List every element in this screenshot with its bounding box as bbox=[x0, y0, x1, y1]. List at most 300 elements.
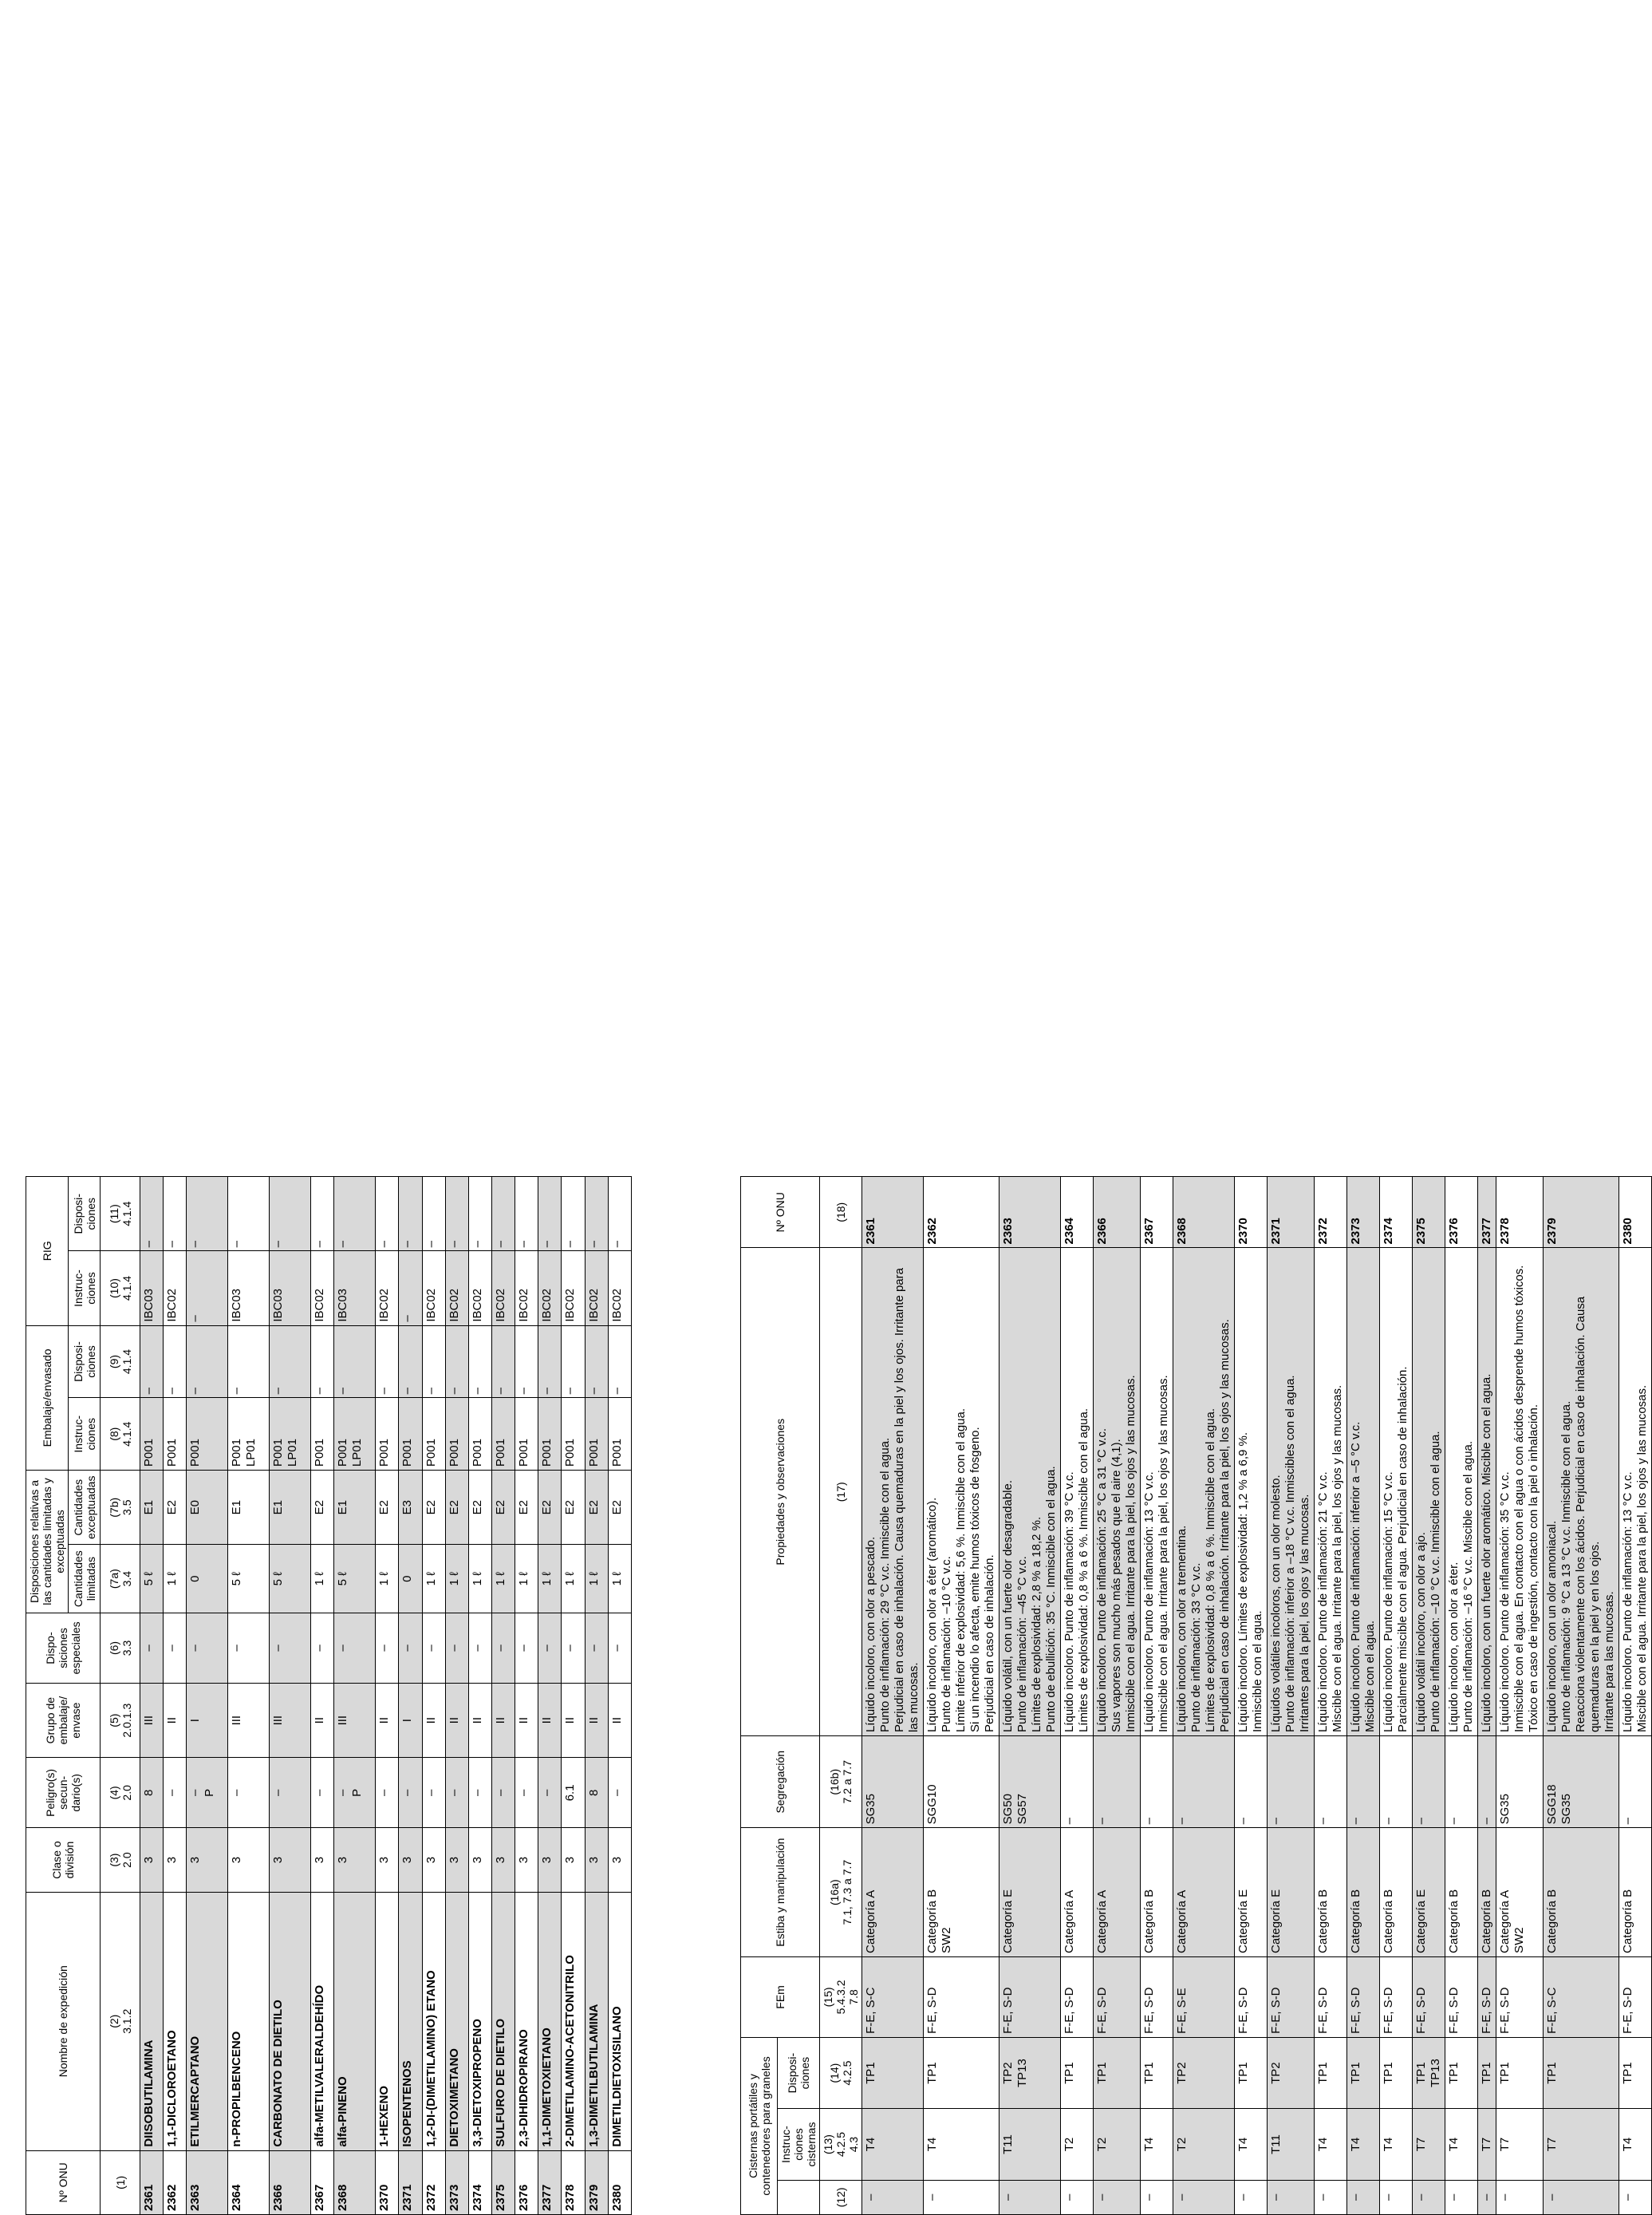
ibc-provision: – bbox=[538, 1177, 562, 1251]
packing-group: II bbox=[562, 1684, 585, 1758]
onu-number: 2362 bbox=[164, 2150, 187, 2214]
limited-quantity: 1 ℓ bbox=[608, 1545, 631, 1613]
ibc-instruction: IBC02 bbox=[608, 1251, 631, 1325]
packing-provision: – bbox=[228, 1325, 270, 1398]
tank-col-12: – bbox=[1380, 2180, 1413, 2214]
table-row bbox=[1478, 1177, 1496, 2215]
tank-col-12: – bbox=[1268, 2180, 1315, 2214]
special-provisions: – bbox=[228, 1613, 270, 1683]
excepted-quantity: E0 bbox=[187, 1471, 228, 1545]
onu-number: 2374 bbox=[468, 2150, 491, 2214]
segregation: – bbox=[1268, 1736, 1315, 1828]
subsidiary-hazard: – bbox=[399, 1758, 422, 1828]
packing-provision: – bbox=[376, 1325, 399, 1398]
shipping-name: 2-DIMETILAMINO-ACETONITRILO bbox=[562, 1892, 585, 2150]
packing-instruction: P001 bbox=[140, 1398, 164, 1471]
tank-instruction: T4 bbox=[924, 2109, 999, 2180]
subsidiary-hazard: 6.1 bbox=[562, 1758, 585, 1828]
onu-number: 2367 bbox=[311, 2150, 334, 2214]
limited-quantity: 5 ℓ bbox=[270, 1545, 311, 1613]
ibc-instruction: IBC02 bbox=[515, 1251, 538, 1325]
ibc-provision: – bbox=[270, 1177, 311, 1251]
table-row bbox=[1094, 1177, 1141, 2215]
class-division: 3 bbox=[585, 1828, 608, 1892]
table-row bbox=[1347, 1177, 1380, 2215]
shipping-name: alfa-METILVALERALDEHÍDO bbox=[311, 1892, 334, 2150]
dangerous-goods-list-part-2 bbox=[740, 1176, 1652, 2215]
stowage-handling: Categoría E bbox=[1413, 1828, 1445, 1957]
table-row bbox=[1413, 1177, 1445, 2215]
onu-number: 2379 bbox=[1544, 1177, 1619, 1248]
tank-provision: TP1 bbox=[1619, 2037, 1652, 2108]
table-row bbox=[1141, 1177, 1173, 2215]
excepted-quantity: E2 bbox=[562, 1471, 585, 1545]
packing-instruction: P001 bbox=[585, 1398, 608, 1471]
segregation: SGG18 SG35 bbox=[1544, 1736, 1619, 1828]
properties-observations: Líquido volátil, con un fuerte olor desagradable. Punto de inflamación: –45 °C v.c. Límites de explosividad: 2,8 % a 18,2 %. Punto de ebullición: 35 °C. Inmiscible con el agua. bbox=[999, 1248, 1061, 1736]
stowage-handling: Categoría A bbox=[1094, 1828, 1141, 1957]
column-number: (3) 2.0 bbox=[101, 1828, 140, 1892]
onu-number: 2364 bbox=[228, 2150, 270, 2214]
special-provisions: – bbox=[608, 1613, 631, 1683]
onu-number: 2379 bbox=[585, 2150, 608, 2214]
table-row bbox=[608, 1177, 631, 2215]
limited-quantity: 0 bbox=[187, 1545, 228, 1613]
table-row bbox=[1173, 1177, 1235, 2215]
ibc-provision: – bbox=[334, 1177, 376, 1251]
stowage-handling: Categoría B bbox=[1619, 1828, 1652, 1957]
header-onu: Nº ONU bbox=[26, 2150, 101, 2214]
packing-group: II bbox=[491, 1684, 515, 1758]
header-propiedades: Propiedades y observaciones bbox=[741, 1248, 820, 1736]
header-blank bbox=[778, 2180, 820, 2214]
column-number: (12) bbox=[820, 2180, 862, 2214]
ibc-instruction: IBC02 bbox=[491, 1251, 515, 1325]
packing-provision: – bbox=[515, 1325, 538, 1398]
special-provisions: – bbox=[468, 1613, 491, 1683]
table-row bbox=[538, 1177, 562, 2215]
subsidiary-hazard: – bbox=[608, 1758, 631, 1828]
table-row bbox=[562, 1177, 585, 2215]
tank-col-12: – bbox=[1445, 2180, 1478, 2214]
ibc-provision: – bbox=[468, 1177, 491, 1251]
tank-provision: TP1 bbox=[862, 2037, 924, 2108]
ems: F-E, S-D bbox=[1061, 1956, 1094, 2037]
class-division: 3 bbox=[515, 1828, 538, 1892]
segregation: – bbox=[1445, 1736, 1478, 1828]
class-division: 3 bbox=[311, 1828, 334, 1892]
class-division: 3 bbox=[562, 1828, 585, 1892]
header-disp-esp: Dispo-siciones especiales bbox=[26, 1613, 101, 1683]
column-number: (18) bbox=[820, 1177, 862, 1248]
limited-quantity: 5 ℓ bbox=[334, 1545, 376, 1613]
packing-provision: – bbox=[187, 1325, 228, 1398]
column-number: (9) 4.1.4 bbox=[101, 1325, 140, 1398]
packing-instruction: P001 LP01 bbox=[228, 1398, 270, 1471]
packing-group: II bbox=[445, 1684, 468, 1758]
header-cant-exc: Cantidades exceptuadas bbox=[69, 1471, 101, 1545]
limited-quantity: 1 ℓ bbox=[422, 1545, 445, 1613]
stowage-handling: Categoría B bbox=[1347, 1828, 1380, 1957]
segregation: – bbox=[1478, 1736, 1496, 1828]
stowage-handling: Categoría A SW2 bbox=[1496, 1828, 1544, 1957]
column-number: (11) 4.1.4 bbox=[101, 1177, 140, 1251]
tank-instruction: T2 bbox=[1061, 2109, 1094, 2180]
ibc-instruction: IBC02 bbox=[468, 1251, 491, 1325]
subsidiary-hazard: – bbox=[376, 1758, 399, 1828]
properties-observations: Líquido incoloro. Punto de inflamación: 21 °C v.c. Miscible con el agua. Irritante para la piel, los ojos y las mucosas. bbox=[1315, 1248, 1347, 1736]
tank-instruction: T7 bbox=[1478, 2109, 1496, 2180]
properties-observations: Líquido incoloro. Límites de explosividad: 1,2 % a 6,9 %. Inmiscible con el agua. bbox=[1235, 1248, 1268, 1736]
packing-group: I bbox=[399, 1684, 422, 1758]
packing-provision: – bbox=[445, 1325, 468, 1398]
packing-instruction: P001 bbox=[515, 1398, 538, 1471]
properties-observations: Líquido incoloro. Punto de inflamación: 13 °C v.c. Miscible con el agua. Irritante para la piel, los ojos y las mucosas. bbox=[1619, 1248, 1652, 1736]
onu-number: 2375 bbox=[1413, 1177, 1445, 1248]
table-row bbox=[468, 1177, 491, 2215]
table-row bbox=[187, 1177, 228, 2215]
ems: F-E, S-D bbox=[924, 1956, 999, 2037]
header-peligro: Peligro(s) secun-dario(s) bbox=[26, 1758, 101, 1828]
column-number: (7a) 3.4 bbox=[101, 1545, 140, 1613]
ibc-provision: – bbox=[187, 1177, 228, 1251]
table-row bbox=[515, 1177, 538, 2215]
onu-number: 2370 bbox=[1235, 1177, 1268, 1248]
column-number: (16b) 7.2 a 7.7 bbox=[820, 1736, 862, 1828]
class-division: 3 bbox=[468, 1828, 491, 1892]
onu-number: 2380 bbox=[608, 2150, 631, 2214]
column-number: (5) 2.0.1.3 bbox=[101, 1684, 140, 1758]
tank-instruction: T4 bbox=[1445, 2109, 1478, 2180]
tank-instruction: T7 bbox=[1544, 2109, 1619, 2180]
properties-observations: Líquidos volátiles incoloros, con un olor molesto. Punto de inflamación: inferior a –18 °C v.c. Inmiscibles con el agua. Irritantes para la piel, los ojos y las mucosas. bbox=[1268, 1248, 1315, 1736]
packing-group: III bbox=[228, 1684, 270, 1758]
ems: F-E, S-D bbox=[1347, 1956, 1380, 2037]
packing-instruction: P001 bbox=[538, 1398, 562, 1471]
packing-instruction: P001 bbox=[376, 1398, 399, 1471]
header-grupo: Grupo de embalaje/ envase bbox=[26, 1684, 101, 1758]
onu-number: 2363 bbox=[999, 1177, 1061, 1248]
packing-instruction: P001 bbox=[311, 1398, 334, 1471]
class-division: 3 bbox=[608, 1828, 631, 1892]
column-number: (6) 3.3 bbox=[101, 1613, 140, 1683]
properties-observations: Líquido incoloro. Punto de inflamación: 25 °C a 31 °C v.c. Sus vapores son mucho más pesados que el aire (4,1). Inmiscible con el agua. Irritante para la piel, los ojos y las mucosas. bbox=[1094, 1248, 1141, 1736]
ems: F-E, S-D bbox=[1094, 1956, 1141, 2037]
tank-provision: TP1 bbox=[1315, 2037, 1347, 2108]
table-row bbox=[1315, 1177, 1347, 2215]
subsidiary-hazard: – bbox=[311, 1758, 334, 1828]
header-clase: Clase o división bbox=[26, 1828, 101, 1892]
packing-instruction: P001 bbox=[491, 1398, 515, 1471]
header-disp-rel: Disposiciones relativas a las cantidades limitadas y exceptuadas bbox=[26, 1471, 69, 1613]
onu-number: 2366 bbox=[1094, 1177, 1141, 1248]
ibc-provision: – bbox=[311, 1177, 334, 1251]
stowage-handling: Categoría B bbox=[1315, 1828, 1347, 1957]
shipping-name: CARBONATO DE DIETILO bbox=[270, 1892, 311, 2150]
packing-instruction: P001 LP01 bbox=[270, 1398, 311, 1471]
subsidiary-hazard: 8 bbox=[140, 1758, 164, 1828]
properties-observations: Líquido volátil incoloro, con olor a ajo. Punto de inflamación: –10 °C v.c. Inmiscible con el agua. bbox=[1413, 1248, 1445, 1736]
onu-number: 2362 bbox=[924, 1177, 999, 1248]
ems: F-E, S-D bbox=[1380, 1956, 1413, 2037]
limited-quantity: 1 ℓ bbox=[585, 1545, 608, 1613]
ibc-instruction: IBC02 bbox=[585, 1251, 608, 1325]
stowage-handling: Categoría A bbox=[1061, 1828, 1094, 1957]
table-row bbox=[311, 1177, 334, 2215]
tank-instruction: T4 bbox=[1619, 2109, 1652, 2180]
onu-number: 2367 bbox=[1141, 1177, 1173, 1248]
ibc-provision: – bbox=[422, 1177, 445, 1251]
packing-group: II bbox=[376, 1684, 399, 1758]
special-provisions: – bbox=[585, 1613, 608, 1683]
class-division: 3 bbox=[445, 1828, 468, 1892]
segregation: – bbox=[1061, 1736, 1094, 1828]
tank-col-12: – bbox=[1094, 2180, 1141, 2214]
tank-instruction: T4 bbox=[1380, 2109, 1413, 2180]
onu-number: 2378 bbox=[1496, 1177, 1544, 1248]
table-row bbox=[491, 1177, 515, 2215]
packing-instruction: P001 bbox=[468, 1398, 491, 1471]
onu-number: 2372 bbox=[1315, 1177, 1347, 1248]
subsidiary-hazard: – bbox=[164, 1758, 187, 1828]
class-division: 3 bbox=[334, 1828, 376, 1892]
header-emb-disp: Disposi-ciones bbox=[69, 1325, 101, 1398]
stowage-handling: Categoría B bbox=[1141, 1828, 1173, 1957]
packing-instruction: P001 LP01 bbox=[334, 1398, 376, 1471]
subsidiary-hazard: – bbox=[538, 1758, 562, 1828]
table-row bbox=[334, 1177, 376, 2215]
segregation: – bbox=[1173, 1736, 1235, 1828]
class-division: 3 bbox=[538, 1828, 562, 1892]
header-cis-instr: Instruc-ciones cisternas bbox=[778, 2109, 820, 2180]
ibc-provision: – bbox=[445, 1177, 468, 1251]
ibc-instruction: IBC02 bbox=[422, 1251, 445, 1325]
ibc-provision: – bbox=[515, 1177, 538, 1251]
ibc-instruction: IBC03 bbox=[140, 1251, 164, 1325]
table-row bbox=[1544, 1177, 1619, 2215]
special-provisions: – bbox=[515, 1613, 538, 1683]
onu-number: 2371 bbox=[399, 2150, 422, 2214]
shipping-name: 1,1-DIMETOXIETANO bbox=[538, 1892, 562, 2150]
table-row bbox=[924, 1177, 999, 2215]
column-number: (14) 4.2.5 bbox=[820, 2037, 862, 2108]
class-division: 3 bbox=[164, 1828, 187, 1892]
excepted-quantity: E1 bbox=[140, 1471, 164, 1545]
tank-col-12: – bbox=[1235, 2180, 1268, 2214]
column-number: (15) 5.4.3.2 7.8 bbox=[820, 1956, 862, 2037]
special-provisions: – bbox=[562, 1613, 585, 1683]
table-row bbox=[270, 1177, 311, 2215]
stowage-handling: Categoría B bbox=[1544, 1828, 1619, 1957]
excepted-quantity: E2 bbox=[376, 1471, 399, 1545]
table-row bbox=[228, 1177, 270, 2215]
ems: F-E, S-D bbox=[1619, 1956, 1652, 2037]
packing-group: I bbox=[187, 1684, 228, 1758]
limited-quantity: 1 ℓ bbox=[515, 1545, 538, 1613]
segregation: SGG10 bbox=[924, 1736, 999, 1828]
header-rig-disp: Disposi-ciones bbox=[69, 1177, 101, 1251]
packing-provision: – bbox=[140, 1325, 164, 1398]
packing-instruction: P001 bbox=[399, 1398, 422, 1471]
tank-provision: TP1 bbox=[1061, 2037, 1094, 2108]
limited-quantity: 5 ℓ bbox=[140, 1545, 164, 1613]
onu-number: 2377 bbox=[1478, 1177, 1496, 1248]
stowage-handling: Categoría E bbox=[1268, 1828, 1315, 1957]
onu-number: 2364 bbox=[1061, 1177, 1094, 1248]
properties-observations: Líquido incoloro. Punto de inflamación: 15 °C v.c. Parcialmente miscible con el agua. Perjudicial en caso de inhalación. bbox=[1380, 1248, 1413, 1736]
onu-number: 2363 bbox=[187, 2150, 228, 2214]
packing-provision: – bbox=[399, 1325, 422, 1398]
special-provisions: – bbox=[334, 1613, 376, 1683]
limited-quantity: 5 ℓ bbox=[228, 1545, 270, 1613]
packing-group: II bbox=[468, 1684, 491, 1758]
packing-instruction: P001 bbox=[164, 1398, 187, 1471]
tank-col-12: – bbox=[924, 2180, 999, 2214]
table-row bbox=[376, 1177, 399, 2215]
ibc-instruction: IBC03 bbox=[334, 1251, 376, 1325]
properties-observations: Líquido incoloro, con olor a éter. Punto de inflamación: –16 °C v.c. Miscible con el agua. bbox=[1445, 1248, 1478, 1736]
limited-quantity: 1 ℓ bbox=[164, 1545, 187, 1613]
shipping-name: DIETOXIMETANO bbox=[445, 1892, 468, 2150]
tank-provision: TP1 bbox=[1496, 2037, 1544, 2108]
properties-observations: Líquido incoloro, con un olor amoniacal. Punto de inflamación: 9 °C a 13 °C v.c. Inmiscible con el agua. Reacciona violentamente con los ácidos. Perjudicial en caso de inhalación. Causa quemaduras en la piel y en los ojos. Irritante para las mucosas. bbox=[1544, 1248, 1619, 1736]
table-row bbox=[422, 1177, 445, 2215]
tank-instruction: T4 bbox=[1235, 2109, 1268, 2180]
column-number-row bbox=[101, 1177, 140, 2215]
onu-number: 2361 bbox=[862, 1177, 924, 1248]
onu-number: 2377 bbox=[538, 2150, 562, 2214]
header-cis-disp: Disposi-ciones bbox=[778, 2037, 820, 2108]
ibc-instruction: IBC02 bbox=[538, 1251, 562, 1325]
excepted-quantity: E2 bbox=[515, 1471, 538, 1545]
excepted-quantity: E2 bbox=[164, 1471, 187, 1545]
tank-instruction: T4 bbox=[1141, 2109, 1173, 2180]
tank-col-12: – bbox=[1478, 2180, 1496, 2214]
table-row bbox=[1268, 1177, 1315, 2215]
shipping-name: DIMETILDIETOXISILANO bbox=[608, 1892, 631, 2150]
header-estiba: Estiba y manipulación bbox=[741, 1828, 820, 1957]
ems: F-E, S-D bbox=[1496, 1956, 1544, 2037]
packing-provision: – bbox=[562, 1325, 585, 1398]
excepted-quantity: E3 bbox=[399, 1471, 422, 1545]
class-division: 3 bbox=[422, 1828, 445, 1892]
packing-group: II bbox=[164, 1684, 187, 1758]
tank-provision: TP2 TP13 bbox=[999, 2037, 1061, 2108]
shipping-name: ISOPENTENOS bbox=[399, 1892, 422, 2150]
packing-group: II bbox=[585, 1684, 608, 1758]
excepted-quantity: E2 bbox=[445, 1471, 468, 1545]
excepted-quantity: E2 bbox=[491, 1471, 515, 1545]
dangerous-goods-list-part-1 bbox=[26, 1176, 632, 2215]
shipping-name: ETILMERCAPTANO bbox=[187, 1892, 228, 2150]
tank-provision: TP1 bbox=[924, 2037, 999, 2108]
onu-number: 2372 bbox=[422, 2150, 445, 2214]
table-body-part-2 bbox=[862, 1177, 1652, 2215]
packing-instruction: P001 bbox=[422, 1398, 445, 1471]
subsidiary-hazard: – bbox=[491, 1758, 515, 1828]
stowage-handling: Categoría A bbox=[1173, 1828, 1235, 1957]
packing-group: II bbox=[311, 1684, 334, 1758]
limited-quantity: 1 ℓ bbox=[311, 1545, 334, 1613]
ibc-instruction: IBC02 bbox=[311, 1251, 334, 1325]
packing-provision: – bbox=[164, 1325, 187, 1398]
stowage-handling: Categoría E bbox=[1235, 1828, 1268, 1957]
tank-instruction: T4 bbox=[1315, 2109, 1347, 2180]
class-division: 3 bbox=[228, 1828, 270, 1892]
column-number: (17) bbox=[820, 1248, 862, 1736]
ems: F-E, S-E bbox=[1173, 1956, 1235, 2037]
tank-instruction: T11 bbox=[1268, 2109, 1315, 2180]
excepted-quantity: E2 bbox=[608, 1471, 631, 1545]
segregation: – bbox=[1141, 1736, 1173, 1828]
properties-observations: Líquido incoloro. Punto de inflamación: 39 °C v.c. Límites de explosividad: 0,8 % a 6 %. Inmiscible con el agua. bbox=[1061, 1248, 1094, 1736]
excepted-quantity: E1 bbox=[270, 1471, 311, 1545]
ibc-provision: – bbox=[140, 1177, 164, 1251]
tank-provision: TP1 bbox=[1094, 2037, 1141, 2108]
onu-number: 2378 bbox=[562, 2150, 585, 2214]
stowage-handling: Categoría B SW2 bbox=[924, 1828, 999, 1957]
tank-provision: TP1 bbox=[1141, 2037, 1173, 2108]
packing-provision: – bbox=[538, 1325, 562, 1398]
table-row bbox=[445, 1177, 468, 2215]
subsidiary-hazard: – bbox=[228, 1758, 270, 1828]
special-provisions: – bbox=[422, 1613, 445, 1683]
table-row bbox=[140, 1177, 164, 2215]
tank-provision: TP2 bbox=[1268, 2037, 1315, 2108]
packing-instruction: P001 bbox=[562, 1398, 585, 1471]
limited-quantity: 1 ℓ bbox=[376, 1545, 399, 1613]
properties-observations: Líquido incoloro. Punto de inflamación: 13 °C v.c. Inmiscible con el agua. Irritante para la piel, los ojos y las mucosas. bbox=[1141, 1248, 1173, 1736]
excepted-quantity: E1 bbox=[228, 1471, 270, 1545]
properties-observations: Líquido incoloro. Punto de inflamación: 35 °C v.c. Inmiscible con el agua. En contacto con el agua o con ácidos desprende humos tóxicos. Tóxico en caso de ingestión, contacto con la piel o inhalación. bbox=[1496, 1248, 1544, 1736]
table-part-2 bbox=[740, 1176, 1649, 2215]
table-part-1 bbox=[26, 1176, 632, 2215]
limited-quantity: 1 ℓ bbox=[562, 1545, 585, 1613]
header-segregacion: Segregación bbox=[741, 1736, 820, 1828]
special-provisions: – bbox=[270, 1613, 311, 1683]
header-cant-lim: Cantidades limitadas bbox=[69, 1545, 101, 1613]
ibc-provision: – bbox=[491, 1177, 515, 1251]
excepted-quantity: E2 bbox=[538, 1471, 562, 1545]
table-row bbox=[399, 1177, 422, 2215]
onu-number: 2375 bbox=[491, 2150, 515, 2214]
ems: F-E, S-D bbox=[1141, 1956, 1173, 2037]
special-provisions: – bbox=[187, 1613, 228, 1683]
packing-group: III bbox=[140, 1684, 164, 1758]
subsidiary-hazard: – bbox=[270, 1758, 311, 1828]
subsidiary-hazard: 8 bbox=[585, 1758, 608, 1828]
tank-col-12: – bbox=[1347, 2180, 1380, 2214]
tank-instruction: T4 bbox=[862, 2109, 924, 2180]
tank-col-12: – bbox=[1315, 2180, 1347, 2214]
special-provisions: – bbox=[164, 1613, 187, 1683]
shipping-name: 1,1-DICLOROETANO bbox=[164, 1892, 187, 2150]
tank-col-12: – bbox=[1173, 2180, 1235, 2214]
packing-instruction: P001 bbox=[187, 1398, 228, 1471]
tank-provision: TP1 bbox=[1445, 2037, 1478, 2108]
table-body-part-1 bbox=[140, 1177, 632, 2215]
column-number: (13) 4.2.5 4.3 bbox=[820, 2109, 862, 2180]
subsidiary-hazard: – P bbox=[187, 1758, 228, 1828]
segregation: SG35 bbox=[862, 1736, 924, 1828]
stowage-handling: Categoría B bbox=[1478, 1828, 1496, 1957]
ibc-instruction: IBC03 bbox=[228, 1251, 270, 1325]
tank-col-12: – bbox=[1413, 2180, 1445, 2214]
special-provisions: – bbox=[491, 1613, 515, 1683]
onu-number: 2373 bbox=[1347, 1177, 1380, 1248]
ems: F-E, S-D bbox=[1478, 1956, 1496, 2037]
segregation: – bbox=[1315, 1736, 1347, 1828]
